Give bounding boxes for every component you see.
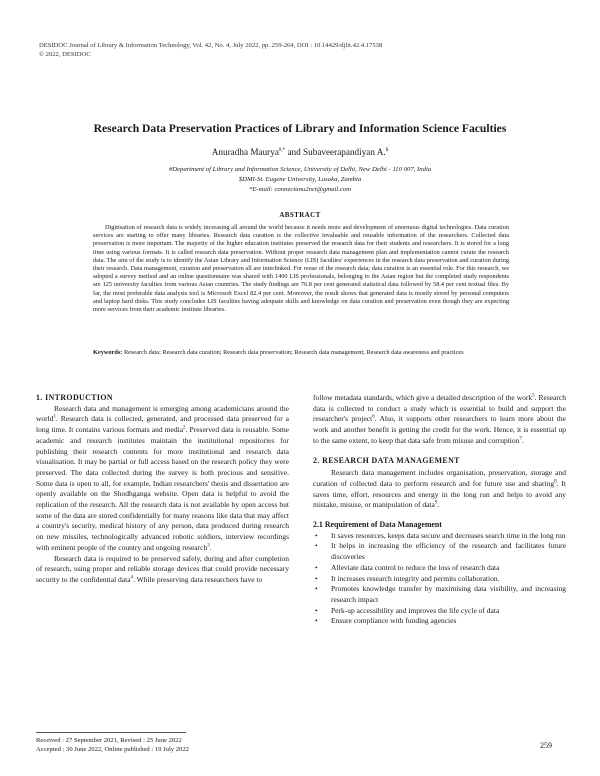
journal-citation: DESIDOC Journal of Library & Information Technology, Vol. 42, No. 4, July 2022, pp. 259-264, DOI : 10.14429/djlit.42.4.17538: [39, 42, 383, 49]
list-item: • It increases research integrity and permits collaboration.: [313, 574, 566, 585]
keywords-text: Research data; Research data curation; Research data preservation; Research data management; Research data awareness and practices: [123, 349, 464, 356]
subsection-2-1-heading: 2.1 Requirement of Data Management: [313, 520, 442, 530]
intro-heading: 1. INTRODUCTION: [36, 393, 114, 402]
paper-title: Research Data Preservation Practices of Library and Information Science Faculties: [93, 122, 507, 135]
citation-ref: 7: [519, 436, 522, 442]
intro-paragraph-1: Research data and management is emerging among academicians around the world$^1$. Research data is collected, generated, and processed data preserved for a long time. It contains various formats and media$^2$. Preserved data is reusable. Some academic and research institutes maintain the institutional repositories for publishing their research contents for more institutional and research data visualisation. It may be partial or full access based on the research policy they were preserved. The data collected during the survey is both precious and sensitive. Some data is open to all, for example, Indian researchers' thesis and dissertation are openly available on the Shodhganga website. Open data is helpful to avoid the replication of the research. All the research data is not available by open access but some of the data are stored confidentially for many reasons like data that may affect a country's security, medical history of any person, data produced during research on new missiles, technologically advanced robotic soldiers, interview recordings with eminent people of the country and ongoing research$^3$.: [36, 403, 289, 552]
affiliation-2: $DMI-St. Eugene University, Lusaka, Zambia: [238, 176, 362, 183]
journal-header: [39, 41, 569, 59]
section-2-heading: 2. RESEARCH DATA MANAGEMENT: [313, 455, 460, 465]
page-number: 259: [540, 741, 552, 750]
copyright-notice: © 2022, DESIDOC: [39, 51, 91, 58]
citation-ref: 9: [434, 500, 438, 506]
accepted-dates: Accepted : 30 June 2022, Online published : 19 July 2022: [36, 746, 189, 754]
list-item: • It helps in increasing the efficiency of the research and facilitates future discoveries: [313, 541, 566, 562]
keywords: [93, 349, 555, 357]
affiliation-1: #Department of Library and Information Science, University of Delhi, New Delhi - 110 007, India: [168, 166, 432, 173]
intro-paragraph-2-continued: follow metadata standards, which give a detailed description of the work$^5$. Research data is collected to conduct a study which is essential to build and support the researcher's project$^6$. Also, it supports other researchers to learn more about the work and another benefit is getting the credit for the work. Hence, it is essential up to the same extent, to keep that data safe from misuse and corruption$^7$.: [313, 393, 566, 445]
list-item: • Ensure compliance with funding agencies: [313, 616, 566, 627]
footnote-rule: [36, 732, 186, 733]
author-2-name: Subaveerapandiyan A.: [303, 147, 386, 157]
dates-block: [36, 736, 189, 754]
author-separator: and: [287, 147, 301, 157]
list-item: • Alleviate data control to reduce the loss of research data: [313, 563, 566, 574]
citation-ref: 4: [130, 575, 134, 581]
section-2-paragraph: Research data management includes organisation, preservation, storage and curation of collected data to perform research and for future use and sharing$^8$. It saves time, effort, resources and energy in the long run and helps to avoid any mistake, misuse, or manipulation of data$^9$.: [313, 468, 566, 510]
list-item: • Promotes knowledge transfer by maximising data visibility, and increasing research impact: [313, 584, 566, 605]
abstract-heading: ABSTRACT: [279, 211, 321, 219]
citation-ref: 1: [53, 414, 56, 420]
received-dates: Received : 27 September 2021, Revised : 25 June 2022: [36, 737, 182, 744]
author-1-marks: #,*: [278, 147, 286, 153]
author-2-marks: $: [385, 147, 389, 153]
citation-ref: 6: [372, 414, 375, 420]
list-item: • Perk-up accessibility and improves the life cycle of data: [313, 606, 566, 617]
citation-ref: 8: [554, 479, 557, 485]
author-line: [0, 147, 600, 157]
citation-ref: 3: [207, 543, 210, 549]
author-1-name: Anuradha Maurya: [211, 147, 279, 157]
keywords-label: Keywords:: [93, 349, 123, 356]
list-item: • It saves resources, keeps data secure and decreases search time in the long run: [313, 531, 566, 542]
left-column: [36, 393, 289, 586]
citation-ref: 2: [183, 425, 186, 431]
corresponding-email: *E-mail: connectanu2nct@gmail.com: [249, 186, 351, 193]
requirements-list: [313, 531, 566, 627]
intro-paragraph-2: Research data is required to be preserved safely, during and after completion of research, using proper and reliable storage devices that could provide necessary security to the confidential data$^4$. While preserving data researchers have to: [36, 553, 289, 584]
right-column: [313, 393, 566, 627]
citation-ref: 5: [532, 393, 535, 399]
abstract-text: Digitisation of research data is widely increasing all around the world because it needs more and development of enormous digital technologies. Data curation services are starting to offer many libraries. Research data curation is the collective invaluable and reusable information of the researchers. Collected data preservation is more important. The majority of the higher education institutes preserved the research data for their students and researchers. It is stored for a long time using various formats. It is called research data preservation. Without proper research data management plan and implementation cannot curate the research data. The aim of the study is to identify the Asian Library and Information Science (LIS) faculties' experiences in the research data preservation and curation during their research. Data management, curation and preservation all are interlinked. For reuse of the research data; data curation is an essential role. For this research, we adopted a survey method and an online questionnaire was shared with 1400 LIS professionals, belonging to the Asian region but the completed study respondents are 125 university faculties from various Asian countries. The study findings are 76.8 per cent generated statistical data followed by 58.4 per cent textual files. By far, the most preferable data analysis tool is Microsoft Excel 82.4 per cent. Moreover, the result shows that generated data is mostly stored by personal computers and laptop hard disks. This study concludes LIS faculties having adequate skills and knowledge on data curation and preservation even though they are expecting more services from their academic institute libraries.: [93, 224, 509, 314]
